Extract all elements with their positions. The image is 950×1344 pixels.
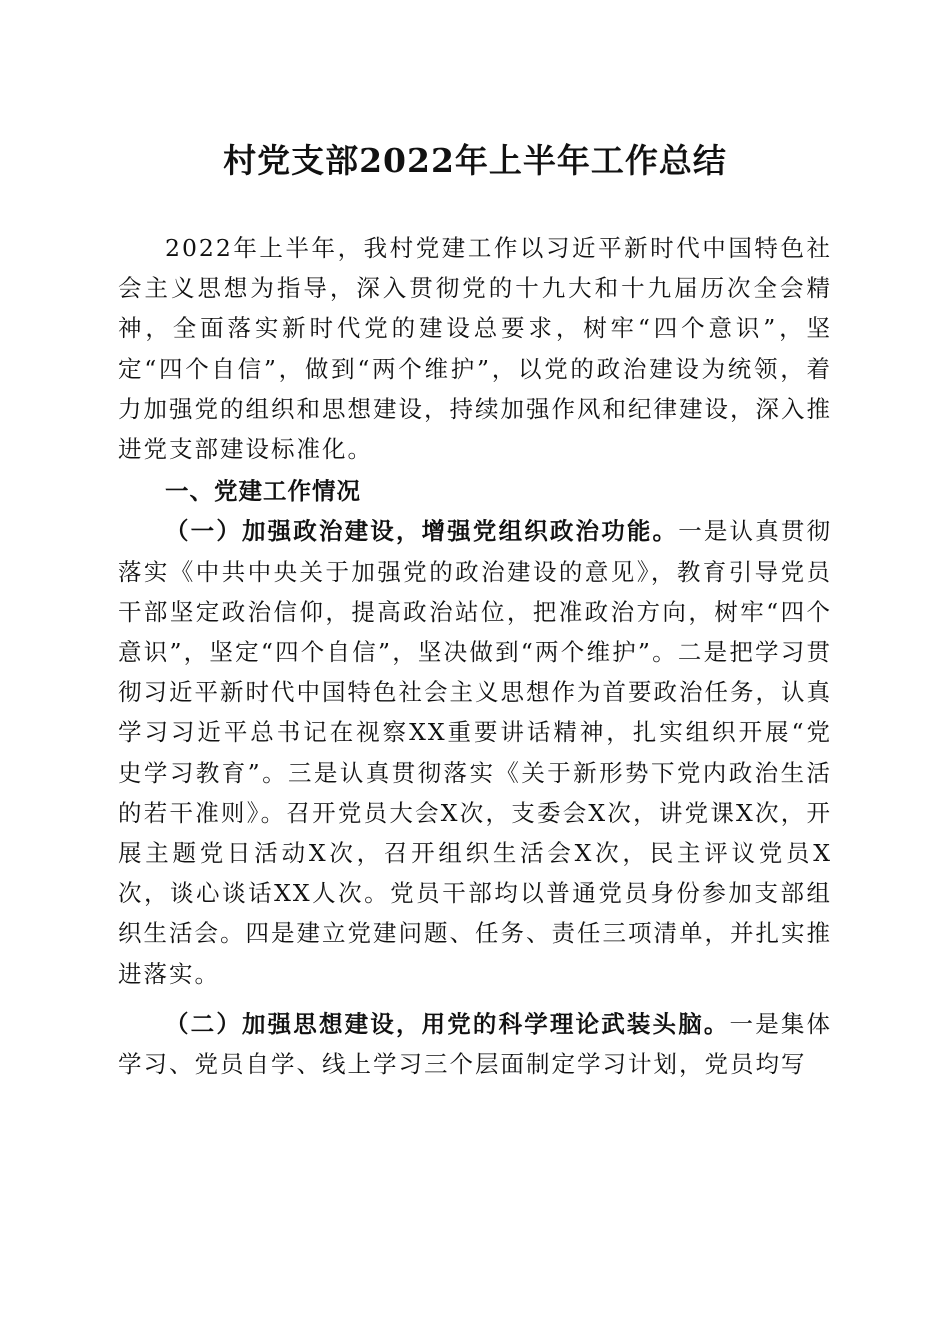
paragraph-lead-political-building: （一）加强政治建设，增强党组织政治功能。 (165, 517, 679, 546)
section-heading-party-building: 一、党建工作情况 (165, 477, 361, 506)
paragraph-ideological-building (118, 1004, 832, 1084)
intro-paragraph: 2022年上半年，我村党建工作以习近平新时代中国特色社会主义思想为指导，深入贯彻党的十九大和十九届历次全会精神，全面落实新时代党的建设总要求，树牢“四个意识”，坚定“四个自信”，做到“两个维护”，以党的政治建设为统领，着力加强党的组织和思想建设，持续加强作风和纪律建设，深入推进党支部建设标准化。 (118, 234, 832, 464)
paragraph-political-building (118, 511, 832, 993)
document-body (118, 228, 832, 1084)
paragraph-lead-ideological-building: （二）加强思想建设，用党的科学理论武装头脑。 (165, 1009, 730, 1038)
paragraph-body-ideological-building: 一是集体学习、党员自学、线上学习三个层面制定学习计划，党员均写 (118, 1009, 833, 1079)
document-title: 村党支部2022年上半年工作总结 (223, 141, 727, 180)
paragraph-body-political-building: 一是认真贯彻落实《中共中央关于加强党的政治建设的意见》，教育引导党员干部坚定政治信仰，提高政治站位，把准政治方向，树牢“四个意识”，坚定“四个自信”，坚决做到“两个维护”。二是把学习贯彻习近平新时代中国特色社会主义思想作为首要政治任务，认真学习习近平总书记在视察XX重要讲话精神，扎实组织开展“党史学习教育”。三是认真贯彻落实《关于新形势下党内政治生活的若干准则》。召开党员大会X次，支委会X次，讲党课X次，开展主题党日活动X次，召开组织生活会X次，民主评议党员X次，谈心谈话XX人次。党员干部均以普通党员身份参加支部组织生活会。四是建立党建问题、任务、责任三项清单，并扎实推进落实。 (118, 517, 833, 988)
